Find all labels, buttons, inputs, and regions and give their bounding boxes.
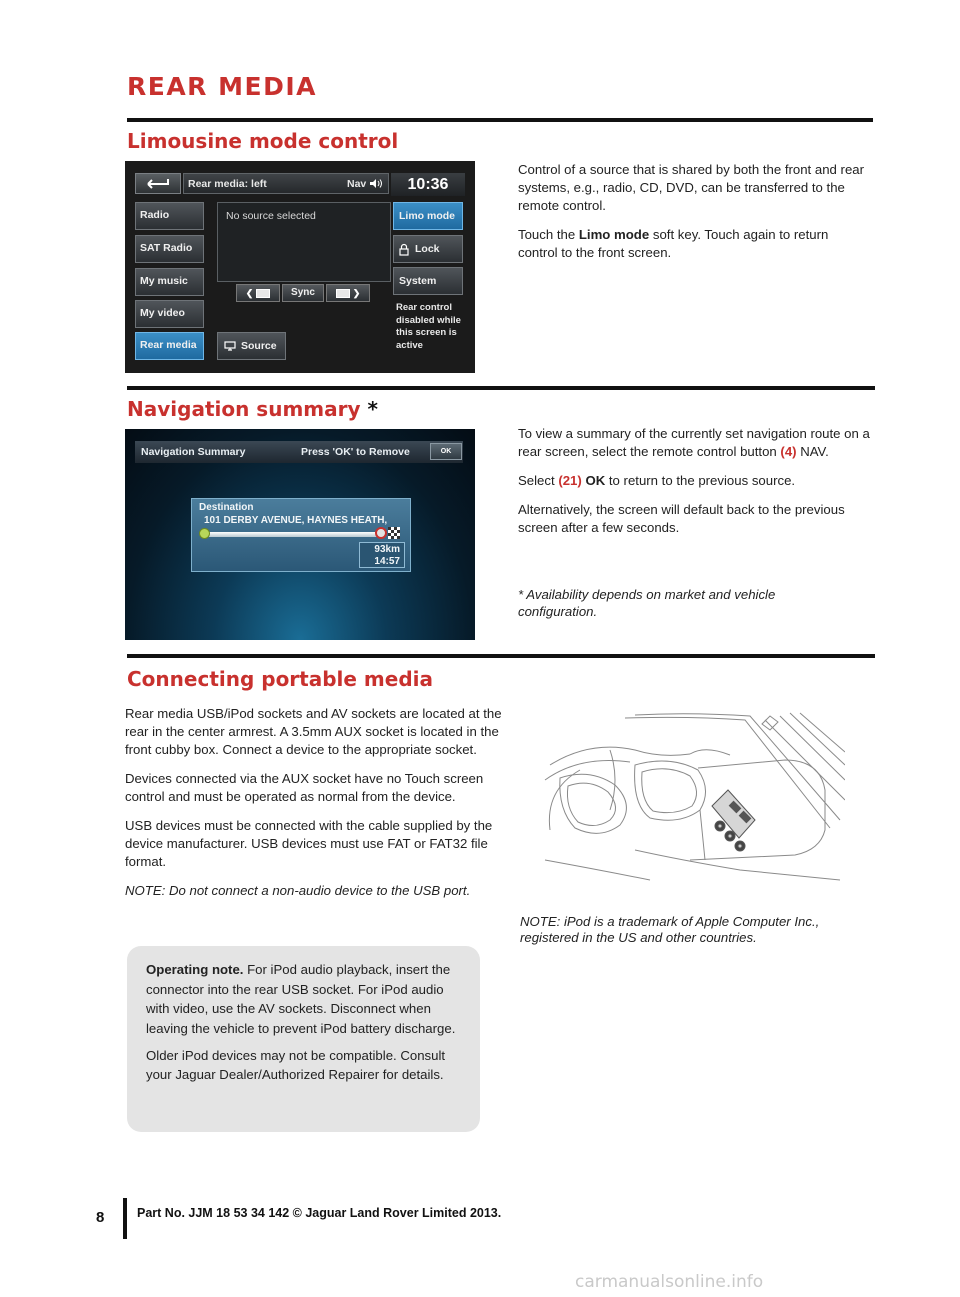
back-button[interactable] [135,173,181,194]
sync-button[interactable]: Sync [282,284,324,302]
my-video-button[interactable]: My video [135,300,204,328]
nav-para-3: Alternatively, the screen will default back to the previous screen after a few seconds. [518,502,845,535]
part-number: Part No. JJM 18 53 34 142 © Jaguar Land Rover Limited 2013. [137,1206,502,1220]
limo-heading: Limousine mode control [127,129,399,153]
monitor-icon [224,341,236,351]
destination-label: Destination [199,502,254,513]
rear-media-button[interactable]: Rear media [135,332,204,360]
start-marker-icon [199,528,210,539]
usb-note: NOTE: Do not connect a non-audio device to the USB port. [125,883,471,898]
nav-para-2: Select (21) OK to return to the previous source. [518,473,796,488]
clock: 10:36 [391,173,465,196]
limo-text [518,161,868,273]
ok-button[interactable]: OK [430,443,462,460]
source-display: No source selected [217,202,391,282]
chevron-right-icon: ❯ [352,287,361,298]
route-progress-track [205,532,381,537]
sat-radio-button[interactable]: SAT Radio [135,235,204,263]
source-button[interactable] [217,332,286,360]
lock-button[interactable] [393,235,463,263]
back-arrow-icon [136,174,180,193]
radio-button[interactable]: Radio [135,202,204,230]
limo-para-1: Control of a source that is shared by both the front and rear systems, e.g., radio, CD, DVD, can be transferred to the remote control. [518,162,865,213]
source-label: Source [241,340,277,352]
footer-bar [123,1198,127,1239]
operating-note-para-2: Older iPod devices may not be compatible. Consult your Jaguar Dealer/Authorized Repairer for details. [146,1048,446,1082]
ipod-trademark-note: NOTE: iPod is a trademark of Apple Computer Inc., registered in the US and other countries. [520,914,820,945]
section-rule [127,386,875,390]
sync-right-button[interactable] [326,284,370,302]
nav-heading: Navigation summary * [127,397,378,421]
operating-note-para-1: Operating note. For iPod audio playback, insert the connector into the rear USB socket. For iPod audio with video, use the AV sockets. Disconnect when leaving the vehicle to prevent iPod battery discharge. [146,962,456,1036]
sync-left-button[interactable] [236,284,280,302]
operating-note-box [127,946,480,1132]
portable-para-3: USB devices must be connected with the cable supplied by the device manufacturer. USB devices must use FAT or FAT32 file format. [125,818,493,869]
page-title: REAR MEDIA [127,72,317,101]
nav-summary-screen [125,429,475,640]
limo-para-2: Touch the Limo mode soft key. Touch again to return control to the front screen. [518,227,829,260]
nav-para-1: To view a summary of the currently set navigation route on a rear screen, select the remote control button (4) NAV. [518,426,870,459]
system-button[interactable]: System [393,267,463,295]
section-rule [127,118,873,122]
distance-eta [359,542,405,568]
limo-mode-screen [125,161,475,373]
screen-icon [256,289,270,298]
portable-para-1: Rear media USB/iPod sockets and AV sockets are located at the rear in the center armrest. A 3.5mm AUX socket is located in the front cubby box. Connect a device to the appropriate socket. [125,706,502,757]
section-rule [127,654,875,658]
checkered-flag-icon [388,527,400,539]
lock-label: Lock [415,243,440,255]
watermark: carmanualsonline.info [575,1272,764,1292]
distance-value: 93km [374,544,400,555]
sync-control [236,284,370,302]
armrest-sockets-illustration [540,710,845,882]
page-number: 8 [96,1209,105,1226]
eta-value: 14:57 [374,556,400,567]
screen-icon [336,289,350,298]
destination-address: 101 DERBY AVENUE, HAYNES HEATH, [204,515,388,526]
nav-summary-title: Navigation Summary [135,441,463,463]
limo-mode-button[interactable]: Limo mode [393,202,463,230]
nav-audio-button[interactable] [343,173,389,194]
nav-label: Nav [347,177,367,190]
portable-heading: Connecting portable media [127,667,433,691]
nav-text [518,425,870,548]
chevron-left-icon: ❮ [245,287,254,298]
destination-marker-icon [375,527,387,539]
press-ok-hint: Press 'OK' to Remove [301,446,410,458]
availability-footnote: * Availability depends on market and vehicle configuration. [518,587,776,619]
screen-title: Rear media: left [183,173,389,194]
lock-icon [399,243,409,256]
my-music-button[interactable]: My music [135,268,204,296]
rear-control-note: Rear control disabled while this screen is active [396,302,461,351]
portable-text [125,705,513,911]
portable-para-2: Devices connected via the AUX socket have no Touch screen control and must be operated as normal from the device. [125,771,484,804]
speaker-icon [369,178,383,189]
